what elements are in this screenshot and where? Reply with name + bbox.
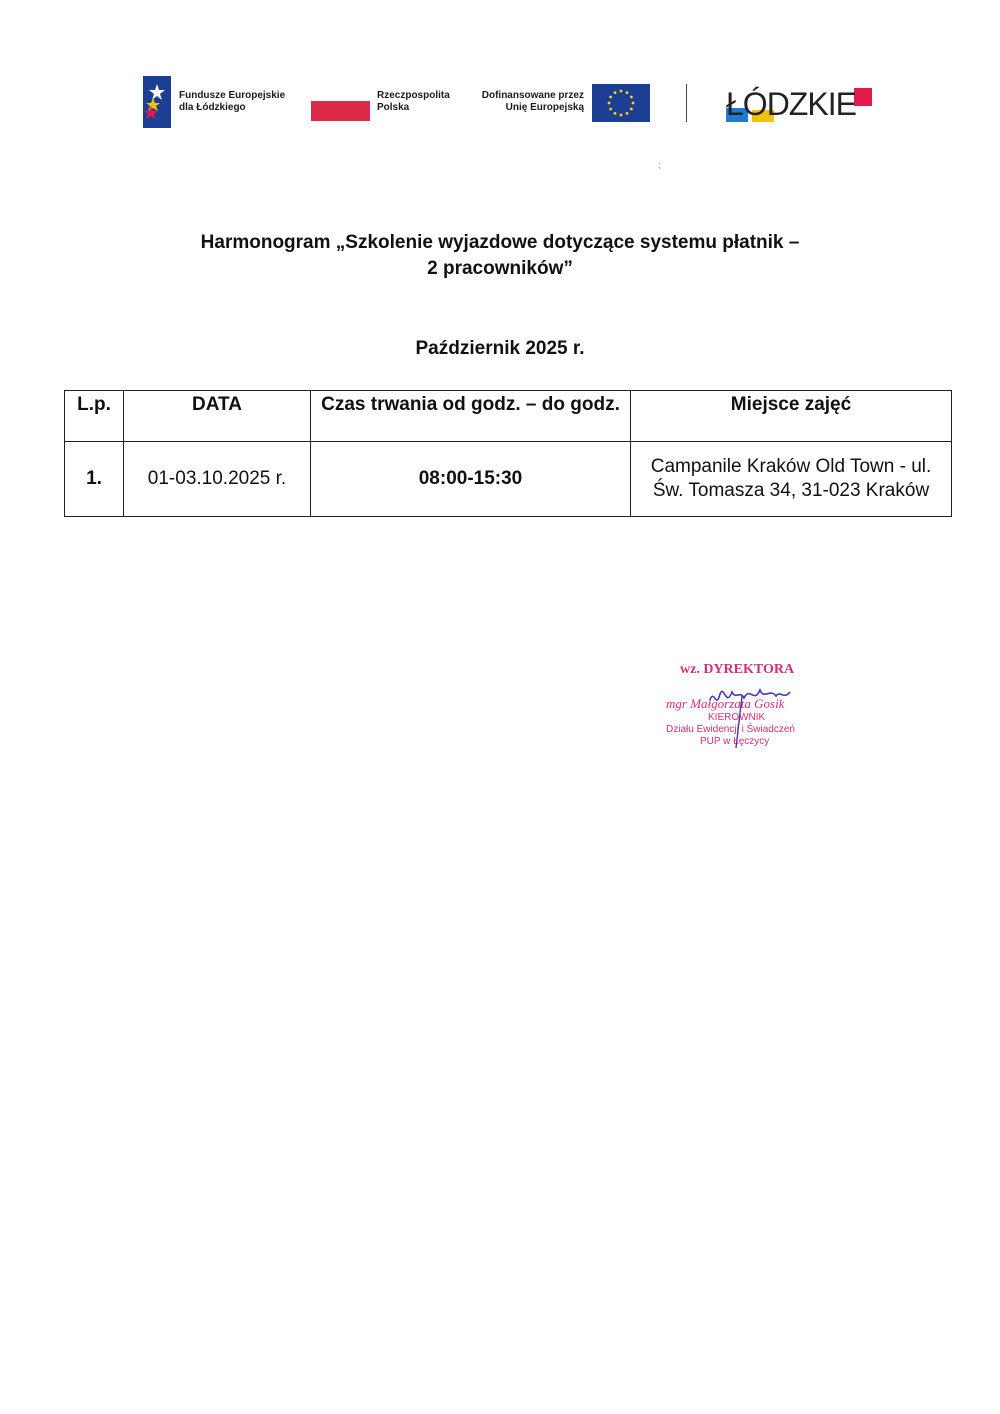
eu-logo-text: Dofinansowane przez Unię Europejską xyxy=(481,90,584,113)
eu-star xyxy=(614,91,617,94)
eu-flag-icon xyxy=(592,84,650,122)
logo-separator xyxy=(686,84,687,122)
eu-star xyxy=(608,102,611,105)
eu-star xyxy=(620,90,623,93)
logo-bar xyxy=(0,70,1000,140)
eu-star xyxy=(626,112,629,115)
fe-star-icon xyxy=(143,76,171,128)
cell-lp: 1. xyxy=(65,442,124,517)
header-lp: L.p. xyxy=(65,391,124,442)
schedule-table xyxy=(64,390,952,517)
signature-icon xyxy=(680,670,820,750)
scan-speck: ; xyxy=(658,160,661,170)
rzeczpospolita-logo-text: Rzeczpospolita Polska xyxy=(377,90,450,113)
eu-star xyxy=(609,96,612,99)
document-title: Harmonogram „Szkolenie wyjazdowe dotyczące systemu płatnik – 2 pracowników” xyxy=(200,232,800,279)
cell-date: 01-03.10.2025 r. xyxy=(124,442,311,517)
header-date: DATA xyxy=(124,391,311,442)
fe-logo-text: Fundusze Europejskie dla Łódzkiego xyxy=(179,90,286,113)
eu-star xyxy=(626,91,629,94)
eu-star xyxy=(620,114,623,117)
cell-time: 08:00-15:30 xyxy=(311,442,631,517)
director-stamp: wz. DYREKTORA mgr Małgorzata Gosik KIEROWNIK Działu Ewidencji i Świadczeń PUP w Łęczycy xyxy=(660,660,830,760)
eu-star xyxy=(632,102,635,105)
polska-flag xyxy=(311,101,370,121)
eu-star xyxy=(609,108,612,111)
header-place: Miejsce zajęć xyxy=(631,391,952,442)
cell-place: Campanile Kraków Old Town - ul. Św. Tomasza 34, 31-023 Kraków xyxy=(631,442,952,517)
eu-star xyxy=(630,96,633,99)
table-header-row xyxy=(65,391,952,442)
lodzkie-wordmark: ŁÓDZKIE xyxy=(726,86,856,122)
eu-star xyxy=(614,112,617,115)
document-month: Październik 2025 r. xyxy=(415,338,585,359)
eu-star xyxy=(630,108,633,111)
lodzkie-logo xyxy=(724,86,874,126)
table-row xyxy=(65,442,952,517)
header-time: Czas trwania od godz. – do godz. xyxy=(311,391,631,442)
